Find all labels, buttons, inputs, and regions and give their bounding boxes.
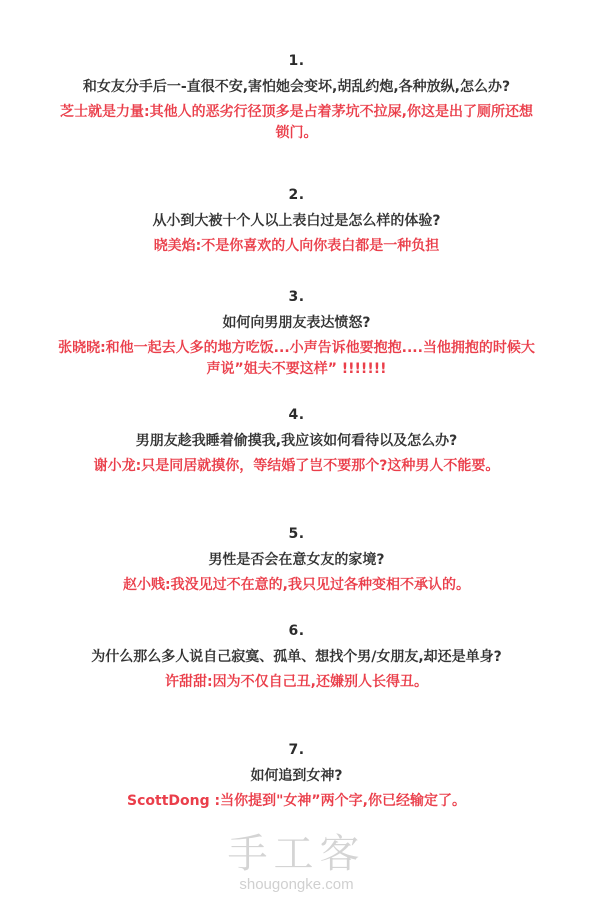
item-number: 7.	[288, 742, 305, 758]
qa-item-6	[0, 622, 593, 693]
qa-item-1	[0, 52, 593, 144]
answer-text: 晓美焰:不是你喜欢的人向你表白都是一种负担	[153, 238, 440, 254]
answer-text: 谢小龙:只是同居就摸你，等结婚了岂不要那个?这种男人不能要。	[93, 458, 500, 474]
item-number: 1.	[288, 53, 305, 69]
watermark-url: shougongke.com	[239, 876, 354, 893]
qa-item-4	[0, 406, 593, 477]
answer-text: 张晓晓:和他一起去人多的地方吃饭...小声告诉他要抱抱....当他拥抱的时候大声说”姐夫不要这样” !!!!!!!	[58, 340, 535, 377]
item-number: 3.	[288, 289, 305, 305]
answer-text: ScottDong :当你提到"女神”两个字,你已经输定了。	[127, 793, 466, 809]
answer-text: 许甜甜:因为不仅自己丑,还嫌别人长得丑。	[165, 674, 428, 690]
answer-text: 芝士就是力量:其他人的恶劣行径顶多是占着茅坑不拉屎,你这是出了厕所还想锁门。	[60, 104, 533, 141]
question-text: 如何向男朋友表达愤怒?	[222, 315, 371, 331]
question-text: 如何追到女神?	[250, 768, 343, 784]
item-number: 5.	[288, 526, 305, 542]
item-number: 2.	[288, 187, 305, 203]
question-text: 和女友分手后一-直很不安,害怕她会变坏,胡乱约炮,各种放纵,怎么办?	[82, 79, 511, 95]
answer-text: 赵小贱:我没见过不在意的,我只见过各种变相不承认的。	[123, 577, 470, 593]
item-number: 6.	[288, 623, 305, 639]
site-watermark	[0, 832, 593, 894]
qa-item-3	[0, 288, 593, 380]
question-text: 男性是否会在意女友的家境?	[208, 552, 385, 568]
qa-item-2	[0, 186, 593, 257]
item-number: 4.	[288, 407, 305, 423]
question-text: 男朋友趁我睡着偷摸我,我应该如何看待以及怎么办?	[135, 433, 458, 449]
question-text: 为什么那么多人说自己寂寞、孤单、想找个男/女朋友,却还是单身?	[91, 649, 502, 665]
qa-item-5	[0, 525, 593, 596]
question-text: 从小到大被十个人以上表白过是怎么样的体验?	[152, 213, 441, 229]
qa-item-7	[0, 741, 593, 812]
watermark-logo: 手工客	[227, 831, 366, 877]
